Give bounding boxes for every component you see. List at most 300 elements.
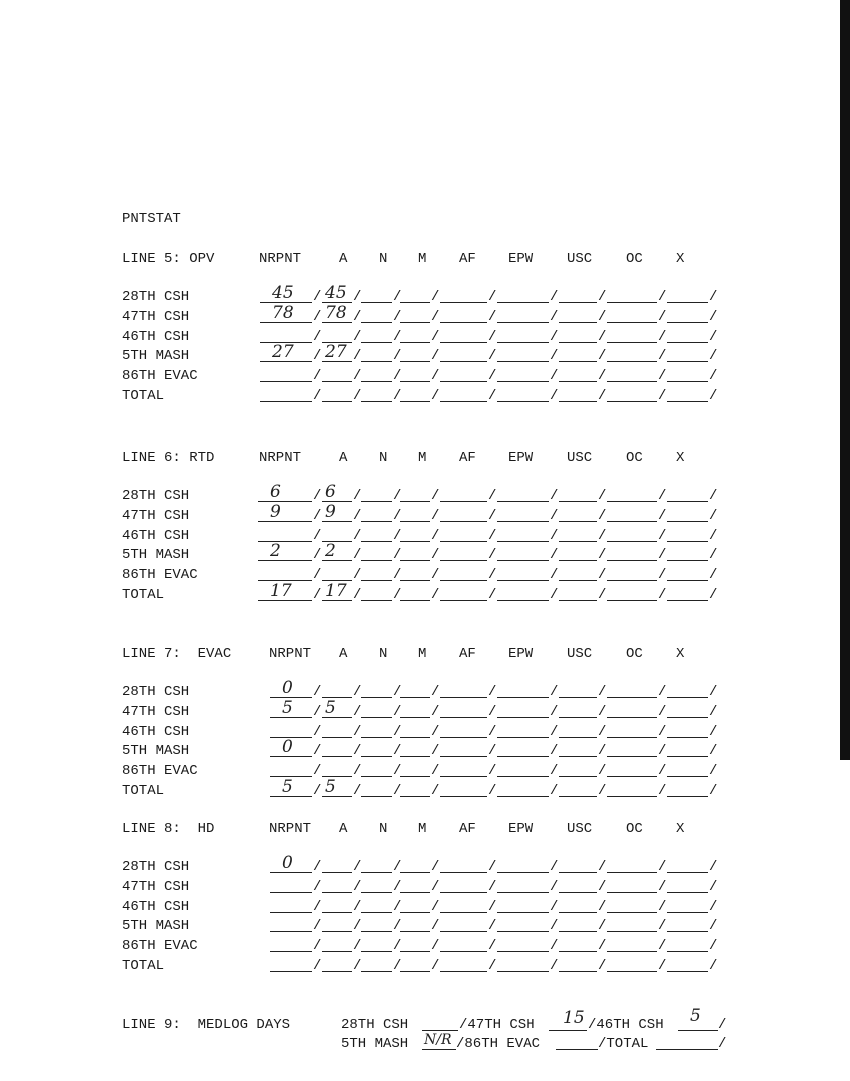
field-separator: / xyxy=(431,527,440,544)
field-separator: / xyxy=(353,507,362,524)
field-separator: / xyxy=(598,878,607,895)
entry-blank-af[interactable] xyxy=(440,302,487,303)
line9-5th-mash-label: 5TH MASH xyxy=(341,1036,409,1052)
entry-blank-m[interactable] xyxy=(400,521,430,522)
line9-86th-evac-blank[interactable] xyxy=(556,1049,598,1050)
entry-blank-oc[interactable] xyxy=(607,931,657,932)
entry-blank-usc[interactable] xyxy=(559,381,597,382)
field-separator: / xyxy=(313,289,322,305)
entry-blank-oc[interactable] xyxy=(607,737,657,738)
entry-blank-x[interactable] xyxy=(667,951,708,952)
entry-blank-n[interactable] xyxy=(361,697,392,698)
entry-blank-usc[interactable] xyxy=(559,872,597,873)
entry-blank-nrpnt[interactable] xyxy=(258,501,312,502)
column-header-epw: EPW xyxy=(508,646,534,662)
entry-blank-af[interactable] xyxy=(440,381,487,382)
field-separator: / xyxy=(313,368,322,385)
entry-blank-m[interactable] xyxy=(400,381,430,382)
entry-blank-epw[interactable] xyxy=(497,401,549,402)
entry-blank-x[interactable] xyxy=(667,381,708,382)
field-separator: / xyxy=(488,289,497,305)
entry-blank-oc[interactable] xyxy=(607,302,657,303)
entry-blank-x[interactable] xyxy=(667,322,708,323)
entry-blank-a[interactable] xyxy=(322,912,352,913)
line9-end-slash: / xyxy=(718,1017,727,1033)
entry-blank-m[interactable] xyxy=(400,560,430,561)
entry-blank-n[interactable] xyxy=(361,971,392,972)
entry-blank-oc[interactable] xyxy=(607,971,657,972)
column-header-af: AF xyxy=(459,251,476,267)
entry-blank-oc[interactable] xyxy=(607,541,657,542)
row-label: TOTAL xyxy=(122,587,165,603)
entry-blank-m[interactable] xyxy=(400,971,430,972)
entry-blank-epw[interactable] xyxy=(497,381,549,382)
field-separator: / xyxy=(658,958,667,974)
field-separator: / xyxy=(598,763,607,780)
entry-blank-af[interactable] xyxy=(440,892,487,893)
entry-blank-n[interactable] xyxy=(361,600,392,601)
entry-blank-m[interactable] xyxy=(400,931,430,932)
field-separator: / xyxy=(393,348,402,365)
entry-blank-x[interactable] xyxy=(667,737,708,738)
entry-blank-x[interactable] xyxy=(667,600,708,601)
entry-blank-m[interactable] xyxy=(400,717,430,718)
column-header-m: M xyxy=(418,821,427,837)
entry-blank-epw[interactable] xyxy=(497,697,549,698)
field-separator: / xyxy=(393,308,402,325)
entry-blank-epw[interactable] xyxy=(497,501,549,502)
field-separator: / xyxy=(488,507,497,524)
entry-blank-epw[interactable] xyxy=(497,580,549,581)
field-separator: / xyxy=(598,368,607,385)
entry-blank-usc[interactable] xyxy=(559,302,597,303)
entry-blank-m[interactable] xyxy=(400,342,430,343)
field-separator: / xyxy=(431,938,440,955)
entry-blank-usc[interactable] xyxy=(559,322,597,323)
field-separator: / xyxy=(488,938,497,955)
entry-blank-a[interactable] xyxy=(322,971,352,972)
field-separator: / xyxy=(658,547,667,564)
entry-blank-oc[interactable] xyxy=(607,951,657,952)
entry-blank-usc[interactable] xyxy=(559,796,597,797)
entry-blank-n[interactable] xyxy=(361,756,392,757)
field-separator: / xyxy=(709,587,718,603)
column-header-x: X xyxy=(676,450,685,466)
entry-blank-m[interactable] xyxy=(400,541,430,542)
entry-blank-n[interactable] xyxy=(361,717,392,718)
entry-blank-epw[interactable] xyxy=(497,892,549,893)
entry-blank-x[interactable] xyxy=(667,892,708,893)
entry-blank-af[interactable] xyxy=(440,756,487,757)
entry-blank-epw[interactable] xyxy=(497,541,549,542)
entry-blank-af[interactable] xyxy=(440,717,487,718)
field-separator: / xyxy=(488,527,497,544)
entry-blank-x[interactable] xyxy=(667,302,708,303)
entry-blank-n[interactable] xyxy=(361,796,392,797)
entry-blank-x[interactable] xyxy=(667,560,708,561)
entry-blank-epw[interactable] xyxy=(497,342,549,343)
nrpnt-value: 78 xyxy=(272,302,294,323)
entry-blank-x[interactable] xyxy=(667,521,708,522)
entry-blank-oc[interactable] xyxy=(607,580,657,581)
field-separator: / xyxy=(550,328,559,345)
entry-blank-nrpnt[interactable] xyxy=(260,401,312,402)
entry-blank-usc[interactable] xyxy=(559,737,597,738)
entry-blank-x[interactable] xyxy=(667,912,708,913)
field-separator: / xyxy=(488,348,497,365)
entry-blank-usc[interactable] xyxy=(559,756,597,757)
entry-blank-n[interactable] xyxy=(361,737,392,738)
entry-blank-epw[interactable] xyxy=(497,560,549,561)
entry-blank-nrpnt[interactable] xyxy=(270,912,312,913)
entry-blank-a[interactable] xyxy=(322,892,352,893)
entry-blank-x[interactable] xyxy=(667,776,708,777)
entry-blank-m[interactable] xyxy=(400,756,430,757)
field-separator: / xyxy=(550,388,559,404)
field-separator: / xyxy=(393,289,402,305)
nrpnt-value: 27 xyxy=(272,342,294,363)
field-separator: / xyxy=(393,684,402,700)
entry-blank-x[interactable] xyxy=(667,697,708,698)
entry-blank-af[interactable] xyxy=(440,322,487,323)
entry-blank-oc[interactable] xyxy=(607,892,657,893)
entry-blank-usc[interactable] xyxy=(559,401,597,402)
entry-blank-nrpnt[interactable] xyxy=(270,892,312,893)
field-separator: / xyxy=(313,684,322,700)
row-label: 86TH EVAC xyxy=(122,763,198,780)
entry-blank-oc[interactable] xyxy=(607,560,657,561)
field-separator: / xyxy=(598,898,607,915)
entry-blank-usc[interactable] xyxy=(559,501,597,502)
field-separator: / xyxy=(313,587,322,603)
entry-blank-x[interactable] xyxy=(667,931,708,932)
line9-total-end-slash: / xyxy=(718,1036,727,1052)
entry-blank-a[interactable] xyxy=(322,872,352,873)
field-separator: / xyxy=(353,703,362,720)
field-separator: / xyxy=(431,587,440,603)
field-separator: / xyxy=(488,783,497,799)
entry-blank-usc[interactable] xyxy=(559,560,597,561)
entry-blank-oc[interactable] xyxy=(607,776,657,777)
column-header-usc: USC xyxy=(567,646,593,662)
entry-blank-epw[interactable] xyxy=(497,931,549,932)
entry-blank-m[interactable] xyxy=(400,776,430,777)
entry-blank-x[interactable] xyxy=(667,971,708,972)
entry-blank-nrpnt[interactable] xyxy=(258,541,312,542)
entry-blank-m[interactable] xyxy=(400,580,430,581)
entry-blank-usc[interactable] xyxy=(559,600,597,601)
field-separator: / xyxy=(313,743,322,760)
entry-blank-m[interactable] xyxy=(400,697,430,698)
entry-blank-af[interactable] xyxy=(440,697,487,698)
field-separator: / xyxy=(658,488,667,504)
field-separator: / xyxy=(550,878,559,895)
entry-blank-oc[interactable] xyxy=(607,501,657,502)
entry-blank-usc[interactable] xyxy=(559,580,597,581)
field-separator: / xyxy=(393,898,402,915)
entry-blank-x[interactable] xyxy=(667,401,708,402)
field-separator: / xyxy=(709,507,718,524)
field-separator: / xyxy=(393,388,402,404)
entry-blank-af[interactable] xyxy=(440,872,487,873)
field-separator: / xyxy=(431,918,440,935)
field-separator: / xyxy=(658,859,667,875)
entry-blank-n[interactable] xyxy=(361,501,392,502)
entry-blank-af[interactable] xyxy=(440,951,487,952)
entry-blank-af[interactable] xyxy=(440,931,487,932)
entry-blank-epw[interactable] xyxy=(497,521,549,522)
entry-blank-usc[interactable] xyxy=(559,521,597,522)
entry-blank-epw[interactable] xyxy=(497,600,549,601)
column-header-nrpnt: NRPNT xyxy=(269,646,312,662)
field-separator: / xyxy=(658,308,667,325)
entry-blank-epw[interactable] xyxy=(497,737,549,738)
entry-blank-m[interactable] xyxy=(400,322,430,323)
field-separator: / xyxy=(431,507,440,524)
entry-blank-n[interactable] xyxy=(361,560,392,561)
entry-blank-n[interactable] xyxy=(361,541,392,542)
entry-blank-af[interactable] xyxy=(440,541,487,542)
entry-blank-n[interactable] xyxy=(361,872,392,873)
entry-blank-usc[interactable] xyxy=(559,717,597,718)
field-separator: / xyxy=(488,918,497,935)
entry-blank-nrpnt[interactable] xyxy=(270,951,312,952)
entry-blank-af[interactable] xyxy=(440,501,487,502)
entry-blank-x[interactable] xyxy=(667,717,708,718)
entry-blank-nrpnt[interactable] xyxy=(270,931,312,932)
entry-blank-epw[interactable] xyxy=(497,971,549,972)
entry-blank-epw[interactable] xyxy=(497,361,549,362)
line9-47th-csh-value: 15 xyxy=(563,1008,585,1028)
entry-blank-n[interactable] xyxy=(361,931,392,932)
entry-blank-oc[interactable] xyxy=(607,401,657,402)
field-separator: / xyxy=(488,684,497,700)
entry-blank-usc[interactable] xyxy=(559,912,597,913)
entry-blank-usc[interactable] xyxy=(559,892,597,893)
field-separator: / xyxy=(709,547,718,564)
entry-blank-epw[interactable] xyxy=(497,756,549,757)
entry-blank-af[interactable] xyxy=(440,342,487,343)
field-separator: / xyxy=(353,488,362,504)
entry-blank-a[interactable] xyxy=(322,756,352,757)
field-separator: / xyxy=(658,289,667,305)
line9-28th-csh-blank[interactable] xyxy=(422,1030,458,1031)
line9-46th-csh-blank[interactable] xyxy=(678,1030,718,1031)
column-header-x: X xyxy=(676,251,685,267)
entry-blank-x[interactable] xyxy=(667,501,708,502)
entry-blank-m[interactable] xyxy=(400,600,430,601)
column-header-a: A xyxy=(339,450,348,466)
entry-blank-oc[interactable] xyxy=(607,756,657,757)
field-separator: / xyxy=(709,958,718,974)
entry-blank-af[interactable] xyxy=(440,580,487,581)
entry-blank-m[interactable] xyxy=(400,302,430,303)
entry-blank-usc[interactable] xyxy=(559,361,597,362)
entry-blank-usc[interactable] xyxy=(559,697,597,698)
entry-blank-af[interactable] xyxy=(440,401,487,402)
entry-blank-af[interactable] xyxy=(440,912,487,913)
entry-blank-nrpnt[interactable] xyxy=(258,560,312,561)
field-separator: / xyxy=(550,547,559,564)
entry-blank-a[interactable] xyxy=(322,381,352,382)
field-separator: / xyxy=(709,328,718,345)
entry-blank-m[interactable] xyxy=(400,737,430,738)
entry-blank-epw[interactable] xyxy=(497,872,549,873)
field-separator: / xyxy=(488,763,497,780)
field-separator: / xyxy=(658,918,667,935)
field-separator: / xyxy=(598,918,607,935)
entry-blank-af[interactable] xyxy=(440,560,487,561)
entry-blank-n[interactable] xyxy=(361,580,392,581)
column-header-oc: OC xyxy=(626,450,643,466)
entry-blank-usc[interactable] xyxy=(559,776,597,777)
a-value: 5 xyxy=(325,697,336,718)
field-separator: / xyxy=(709,763,718,780)
entry-blank-x[interactable] xyxy=(667,872,708,873)
entry-blank-epw[interactable] xyxy=(497,717,549,718)
entry-blank-oc[interactable] xyxy=(607,600,657,601)
entry-blank-n[interactable] xyxy=(361,951,392,952)
column-header-m: M xyxy=(418,646,427,662)
section-label: LINE 7: EVAC xyxy=(122,646,232,662)
entry-blank-a[interactable] xyxy=(322,951,352,952)
column-header-epw: EPW xyxy=(508,251,534,267)
entry-blank-af[interactable] xyxy=(440,776,487,777)
entry-blank-oc[interactable] xyxy=(607,872,657,873)
field-separator: / xyxy=(353,938,362,955)
line9-47th-csh-blank[interactable] xyxy=(549,1030,587,1031)
field-separator: / xyxy=(393,958,402,974)
field-separator: / xyxy=(488,567,497,584)
entry-blank-nrpnt[interactable] xyxy=(258,521,312,522)
field-separator: / xyxy=(313,938,322,955)
entry-blank-nrpnt[interactable] xyxy=(260,381,312,382)
field-separator: / xyxy=(550,938,559,955)
section-label: LINE 8: HD xyxy=(122,821,215,837)
entry-blank-oc[interactable] xyxy=(607,796,657,797)
field-separator: / xyxy=(313,703,322,720)
entry-blank-n[interactable] xyxy=(361,302,392,303)
field-separator: / xyxy=(658,763,667,780)
field-separator: / xyxy=(393,783,402,799)
field-separator: / xyxy=(313,878,322,895)
entry-blank-usc[interactable] xyxy=(559,951,597,952)
field-separator: / xyxy=(598,684,607,700)
field-separator: / xyxy=(431,368,440,385)
entry-blank-af[interactable] xyxy=(440,361,487,362)
field-separator: / xyxy=(709,878,718,895)
entry-blank-n[interactable] xyxy=(361,401,392,402)
entry-blank-x[interactable] xyxy=(667,580,708,581)
entry-blank-n[interactable] xyxy=(361,892,392,893)
field-separator: / xyxy=(353,898,362,915)
entry-blank-epw[interactable] xyxy=(497,302,549,303)
entry-blank-n[interactable] xyxy=(361,342,392,343)
entry-blank-m[interactable] xyxy=(400,796,430,797)
entry-blank-n[interactable] xyxy=(361,521,392,522)
line9-46th-csh-value: 5 xyxy=(690,1006,701,1026)
entry-blank-af[interactable] xyxy=(440,600,487,601)
entry-blank-a[interactable] xyxy=(322,931,352,932)
entry-blank-oc[interactable] xyxy=(607,717,657,718)
entry-blank-m[interactable] xyxy=(400,401,430,402)
entry-blank-n[interactable] xyxy=(361,322,392,323)
entry-blank-m[interactable] xyxy=(400,872,430,873)
entry-blank-af[interactable] xyxy=(440,737,487,738)
entry-blank-m[interactable] xyxy=(400,892,430,893)
entry-blank-usc[interactable] xyxy=(559,971,597,972)
field-separator: / xyxy=(353,763,362,780)
field-separator: / xyxy=(709,703,718,720)
entry-blank-oc[interactable] xyxy=(607,521,657,522)
entry-blank-a[interactable] xyxy=(322,737,352,738)
entry-blank-nrpnt[interactable] xyxy=(270,971,312,972)
entry-blank-x[interactable] xyxy=(667,361,708,362)
field-separator: / xyxy=(353,783,362,799)
entry-blank-usc[interactable] xyxy=(559,342,597,343)
entry-blank-epw[interactable] xyxy=(497,796,549,797)
field-separator: / xyxy=(393,723,402,740)
entry-blank-x[interactable] xyxy=(667,756,708,757)
entry-blank-epw[interactable] xyxy=(497,912,549,913)
entry-blank-usc[interactable] xyxy=(559,931,597,932)
field-separator: / xyxy=(550,527,559,544)
entry-blank-n[interactable] xyxy=(361,776,392,777)
entry-blank-oc[interactable] xyxy=(607,381,657,382)
entry-blank-a[interactable] xyxy=(322,401,352,402)
entry-blank-x[interactable] xyxy=(667,342,708,343)
entry-blank-oc[interactable] xyxy=(607,361,657,362)
field-separator: / xyxy=(488,743,497,760)
entry-blank-epw[interactable] xyxy=(497,322,549,323)
entry-blank-x[interactable] xyxy=(667,541,708,542)
field-separator: / xyxy=(488,488,497,504)
column-header-af: AF xyxy=(459,450,476,466)
entry-blank-af[interactable] xyxy=(440,796,487,797)
field-separator: / xyxy=(550,763,559,780)
entry-blank-usc[interactable] xyxy=(559,541,597,542)
entry-blank-oc[interactable] xyxy=(607,697,657,698)
line9-5th-mash-blank[interactable] xyxy=(422,1049,456,1050)
entry-blank-n[interactable] xyxy=(361,912,392,913)
entry-blank-af[interactable] xyxy=(440,971,487,972)
row-label: 47TH CSH xyxy=(122,878,190,895)
entry-blank-oc[interactable] xyxy=(607,912,657,913)
entry-blank-epw[interactable] xyxy=(497,776,549,777)
column-header-a: A xyxy=(339,646,348,662)
field-separator: / xyxy=(598,859,607,875)
entry-blank-m[interactable] xyxy=(400,501,430,502)
entry-blank-epw[interactable] xyxy=(497,951,549,952)
entry-blank-oc[interactable] xyxy=(607,342,657,343)
entry-blank-oc[interactable] xyxy=(607,322,657,323)
entry-blank-af[interactable] xyxy=(440,521,487,522)
row-label: 86TH EVAC xyxy=(122,368,198,385)
entry-blank-m[interactable] xyxy=(400,912,430,913)
entry-blank-m[interactable] xyxy=(400,951,430,952)
field-separator: / xyxy=(488,958,497,974)
field-separator: / xyxy=(709,567,718,584)
field-separator: / xyxy=(658,938,667,955)
line9-total-blank[interactable] xyxy=(656,1049,718,1050)
entry-blank-n[interactable] xyxy=(361,381,392,382)
field-separator: / xyxy=(550,958,559,974)
entry-blank-m[interactable] xyxy=(400,361,430,362)
entry-blank-n[interactable] xyxy=(361,361,392,362)
field-separator: / xyxy=(431,328,440,345)
field-separator: / xyxy=(431,743,440,760)
entry-blank-x[interactable] xyxy=(667,796,708,797)
